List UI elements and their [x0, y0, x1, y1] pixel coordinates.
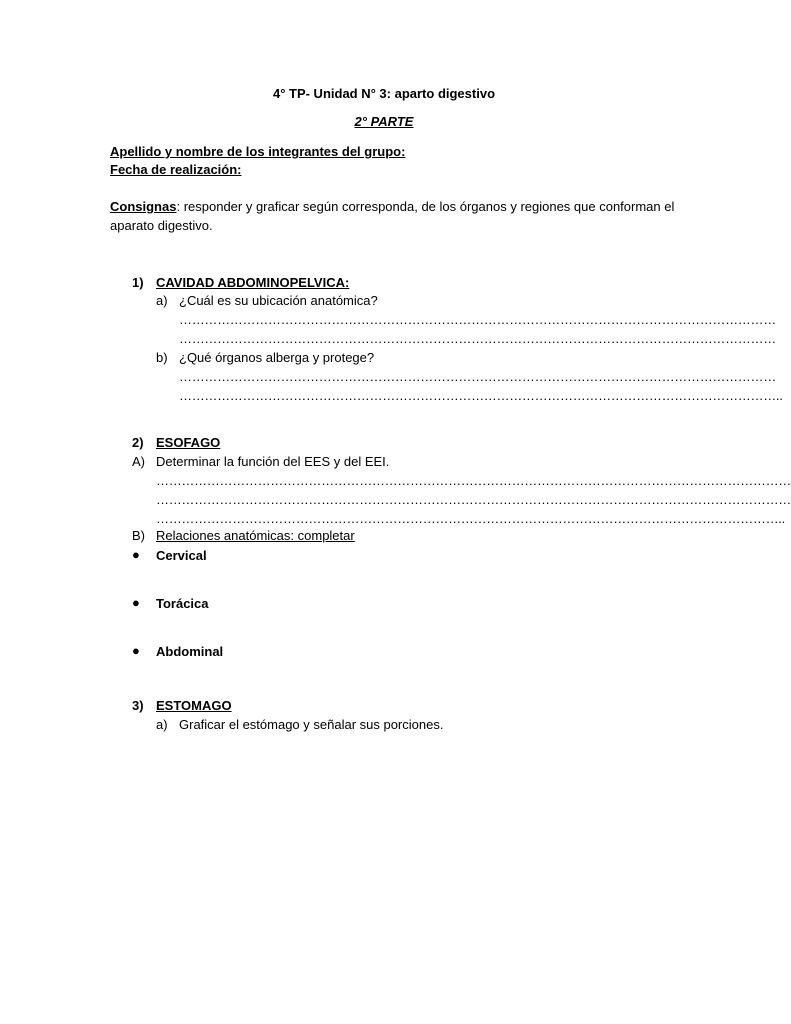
section2-title: ESOFAGO	[156, 435, 221, 450]
section1-qa-text: ¿Cuál es su ubicación anatómica?	[179, 293, 378, 308]
instructions-label: Consignas	[110, 199, 177, 214]
section2-number: 2)	[132, 435, 144, 450]
instructions-text: : responder y graficar según corresponda, de los órganos y regiones que conforman el	[176, 199, 675, 214]
section1-number: 1)	[132, 275, 144, 290]
region-cervical: Cervical	[156, 548, 207, 563]
answer-line[interactable]: ……………………………………………………………………………………………………………………………………	[156, 473, 791, 488]
part-heading: 2° PARTE	[354, 114, 414, 129]
section2-qb-text: Relaciones anatómicas: completar	[156, 528, 355, 543]
bullet-icon: ●	[132, 595, 140, 610]
section2-qa-text: Determinar la función del EES y del EEI.	[156, 454, 390, 469]
section1-qb-text: ¿Qué órganos alberga y protege?	[179, 350, 375, 365]
instructions-line-2: aparato digestivo.	[110, 218, 213, 233]
region-toracica: Torácica	[156, 596, 209, 611]
section1-qb-marker: b)	[156, 350, 168, 365]
date-label: Fecha de realización:	[110, 162, 242, 177]
section3-qa-text: Graficar el estómago y señalar sus porciones.	[179, 717, 444, 732]
answer-line[interactable]: ……………………………………………………………………………………………………………………………	[179, 331, 776, 346]
group-names-label: Apellido y nombre de los integrantes del grupo:	[110, 144, 406, 159]
answer-line[interactable]: ……………………………………………………………………………………………………………………………..	[179, 388, 783, 403]
section2-qb-marker: B)	[132, 528, 145, 543]
section1-title: CAVIDAD ABDOMINOPELVICA:	[156, 275, 350, 290]
answer-line[interactable]: ……………………………………………………………………………………………………………………………	[179, 369, 776, 384]
answer-line[interactable]: ……………………………………………………………………………………………………………………………………	[156, 492, 791, 507]
section3-qa-marker: a)	[156, 717, 168, 732]
document-title: 4° TP- Unidad N° 3: aparto digestivo	[272, 86, 496, 101]
section3-number: 3)	[132, 698, 144, 713]
section1-qa-marker: a)	[156, 293, 168, 308]
bullet-icon: ●	[132, 643, 140, 658]
bullet-icon: ●	[132, 547, 140, 562]
instructions-line-1	[110, 197, 674, 216]
region-abdominal: Abdominal	[156, 644, 224, 659]
answer-line[interactable]: …………………………………………………………………………………………………………………………………..	[156, 511, 785, 526]
section3-title: ESTOMAGO	[156, 698, 232, 713]
section2-qa-marker: A)	[132, 454, 145, 469]
answer-line[interactable]: ……………………………………………………………………………………………………………………………	[179, 312, 776, 327]
